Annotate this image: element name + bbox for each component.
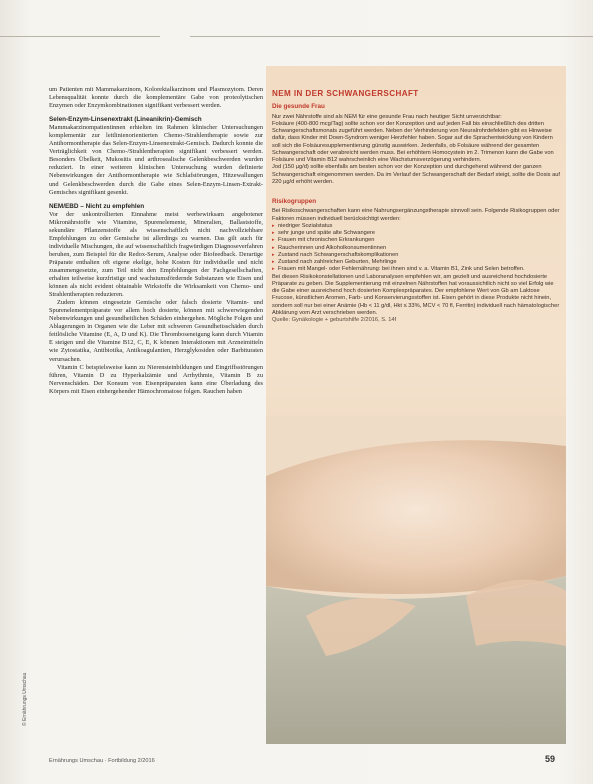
left-para-nem: Vor der unkontrollierten Einnahme meist werbewirksam angebotener Mikronährstoffe wie Vitamine, Spurenelemente, Mineralien, Ballaststoffe, sekundäre Pflanzenstoffe als wissenschaftlich nicht nachvollziehbare Empfehlungen zu oder Gemische ist allerdings zu warnen. Das gilt auch für individuelle Mischungen, die auf wissenschaftlich fragwürdigen Diagnoseverfahren beruhen, zum Beispiel für die Redox-Serum, Analyse oder Biofeedback. Derartige Präparate enthalten oft eigene ekelige, hohe Kosten für individuelle und nicht zusammengesetzte, zum Teil nicht den Empfehlungen der Fachgesellschaften, erhalten teilweise kurzfristige und wachstumsfördernde Substanzen wie Eisen und können als nicht evident obtainable Wirkstoffe die Wirksamkeit von Chemo- und Strahlentherapien reduzieren.: [49, 210, 263, 299]
page-footer: Ernährungs Umschau · Fortbildung 2/2016: [49, 758, 155, 764]
heading-nem: NEM/EBD – Nicht zu empfehlen: [49, 202, 145, 210]
left-column: [49, 86, 263, 396]
risk-list-item: ▸ niedriger Sozialstatus: [272, 223, 560, 230]
heading-selen: Selen-Enzym-Linsenextrakt (Lineanikrin)-Gemisch: [49, 116, 202, 124]
box-text-1: Nur zwei Nährstoffe sind als NEM für eine gesunde Frau nach heutiger Sicht unverzichtbar:: [272, 113, 502, 120]
box-subheading-risikogruppen: Risikogruppen: [272, 198, 317, 205]
box-subheading-gesunde-frau: Die gesunde Frau: [272, 103, 325, 111]
belly-shape: [266, 440, 566, 594]
risk-list-item: ▸ sehr junge und späte alte Schwangere: [272, 230, 560, 237]
pregnant-belly-photo: [266, 416, 566, 744]
left-para-selen: Mammakarzinompatientinnen erhielten im Rahmen klinischer Untersuchungen komplementär zur leitlinienorientierten Chemo-/Strahlentherapie sowie zur Antihormontherapie das Selen-Enzym-Linsenextrakt-Gemisch. Dadurch konnte die Verträglichkeit von Chemo-/Strahlentherapien signifikant verbessert werden. Besonders Übelkeit, Mukositis und arthrosealische Gelenkbeschwerden wurden reduziert. In einer weiteren klinischen Untersuchung wurden definierte Nebenwirkungen der Antihormontherapie wie Schlafstörungen, Hitzewallungen und Gelenkbeschwerden durch die Gabe eines Selen-Enzym-Linsen-Extrakt-Gemisches signifikant gesenkt.: [49, 124, 263, 196]
risk-list-item: ▸ Frauen mit chronischen Erkrankungen: [272, 237, 560, 244]
info-box: [266, 66, 566, 744]
box-text-jod: Jod (150 µg/d) sollte ebenfalls am besten schon vor der Konzeption und durchgehend während der ganzen Schwangerschaft eingenommen werden. Da im Verlauf der Schwangerschaft der Bedarf steigt, sollte die Dosis auf 220 µg/d erhöht werden.: [272, 164, 561, 185]
box-text-folsaeure: Folsäure (400-800 mcg/Tag) sollte schon vor der Konzeption und auf jeden Fall bis einschließlich des dritten Schwangerschaftsmonats zugeführt werden. Neben der Verhinderung von Neuralrohrdefekten gibt es Hinweise dafür, dass Kinder mit Down-Syndrom weniger Herzfehler haben. Sogar auf die Sprachentwicklung von Kindern soll sich die Folsäuresupplementierung günstig auswirken. Jedenfalls, ob Folsäure während der gesamten Schwangerschaft oder verabreicht werden muss. Bei erhöhtem Homocystein im 2. Trimenon kann die Gabe von Folsäure und Vitamin B12 wahrscheinlich eine Wachstumsverzögerung verhindern.: [272, 120, 554, 163]
risk-list-item: ▸ Zustand nach zahlreichen Geburten, Mehrlinge: [272, 259, 560, 266]
hand-shape-right: [466, 580, 566, 646]
left-para-zudem: Zudem können eingesetzte Gemische oder falsch dosierte Vitamin- und Spurenelementpräparate vor allem hoch dosierte, können mit schwerwiegenden Nebenwirkungen und gesundheitlichen Schäden einhergehen. Mögliche Folgen und Ablagerungen in Organen wie die Leber mit schweren Gesundheitsschäden durch fettlösliche Vitamine (E, A, D und K). Die Thromboseneigung kann durch Vitamin E steigen und die Vitamine B12, C, E, K können Interaktionen mit Arzneimitteln wie Zytostatika, Antibiotika, Antikoagulantien, Herzglykosiden oder Barbituraten verursachen.: [49, 299, 263, 363]
risk-list: [272, 223, 560, 274]
top-rule-left: [0, 36, 160, 37]
top-rule-right: [190, 36, 593, 37]
side-credit: [22, 656, 28, 726]
side-credit-text: © Ernährungs Umschau: [22, 672, 28, 726]
box-content: [272, 66, 560, 324]
left-para-1: um Patienten mit Mammakarzinom, Kolorektalkarzinom und Plasmozytom. Deren Lebensqualität konnte durch die komplementäre Gabe von proteolytischen Enzymen oder Enzymkombinationen signifikant verbessert werden.: [49, 86, 263, 110]
risk-list-item: ▸ Raucherinnen und Alkoholkonsumentinnen: [272, 245, 560, 252]
risk-list-item: ▸ Zustand nach Schwangerschaftskomplikationen: [272, 252, 560, 259]
box-title: NEM IN DER SCHWANGERSCHAFT: [272, 89, 419, 98]
box-text-empfehlung: Bei diesen Risikokonstellationen und Laboranalysen empfehlen wir, am gezielt und ausreichend hochdosierte Präparate zu geben. Die Supplementierung mit einzelnen Nährstoffen hat voraussichtlich nicht so viel Erfolg wie die Gabe einer ausreichend hoch dosierten Komplexpräparates. Der empfohlene Wert von Gb am Laktose Frucose, künstlichen Aromen, Farb- und Konservierungsstoffen ist. Eisen gehört in diese Produkte nicht hinein, sondern soll nur bei einer Anämie (Hb < 11 g/dl, Hkt ≤ 33%, MCV < 70 fl, Ferritin) individuell nach hämatologischer Abklärung vom Arzt verschrieben werden.: [272, 273, 560, 316]
left-para-vitamin: Vitamin C beispielsweise kann zu Nierensteinbildungen und Eingriffsstörungen führen, Vitamin D zu Hyperkalzämie und Arrhythmie, Vitamin B zu Nervenschäden. Der Konsum von Eisenpräparaten kann eine Überladung des Körpers mit Eisen einhergehender Hämochromatose folgen. Rauchen haben: [49, 363, 263, 395]
page-number: 59: [545, 754, 556, 764]
box-source: Quelle: Gynäkologie + geburtshilfe 2/2016, S. 14f: [272, 317, 397, 323]
box-text-risiko: Bei Risikoschwangerschaften kann eine Nahrungsergänzungstherapie sinnvoll sein. Folgende Risikogruppen oder Faktoren müssen individuell berücksichtigt werden:: [272, 208, 560, 222]
risk-list-item: ▸ Frauen mit Mangel- oder Fehlernährung: bei ihnen sind v. a. Vitamin B1, Zink und Selen betroffen.: [272, 266, 560, 273]
